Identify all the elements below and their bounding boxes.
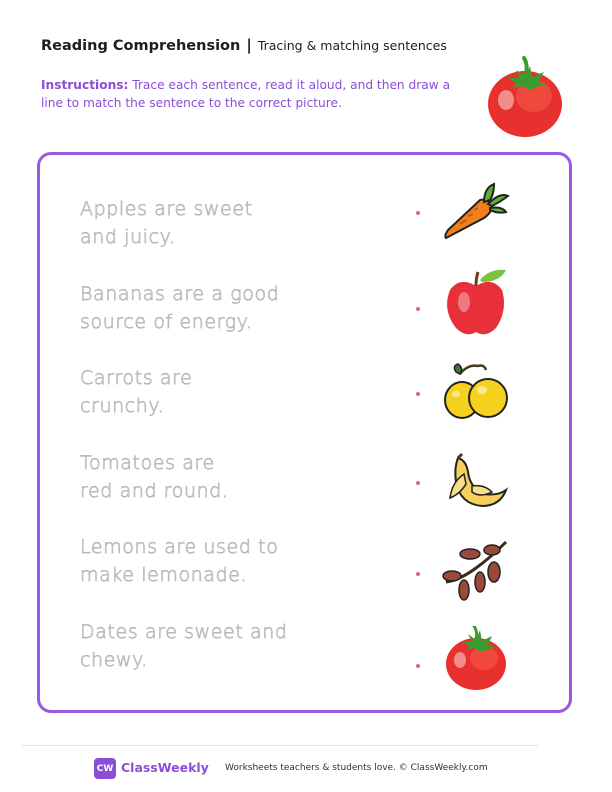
trace-line: Dates are sweet and xyxy=(80,621,288,643)
trace-sentence-3[interactable] xyxy=(80,364,380,420)
worksheet-title: Reading Comprehension xyxy=(41,38,241,54)
classweekly-logo: CW xyxy=(94,758,116,779)
banana-icon[interactable] xyxy=(444,452,510,512)
trace-line: Apples are sweet xyxy=(80,198,253,220)
trace-line: Lemons are used to xyxy=(80,536,279,558)
match-dot-6[interactable] xyxy=(416,664,420,668)
match-dot-5[interactable] xyxy=(416,572,420,576)
footer-divider xyxy=(22,745,538,746)
instructions-label: Instructions: xyxy=(41,78,129,92)
match-dot-2[interactable] xyxy=(416,307,420,311)
trace-sentence-2[interactable] xyxy=(80,280,380,336)
apple-icon[interactable] xyxy=(444,266,508,338)
match-dot-3[interactable] xyxy=(416,392,420,396)
footer-tagline: Worksheets teachers & students love. © ClassWeekly.com xyxy=(225,763,488,773)
match-dot-4[interactable] xyxy=(416,481,420,485)
trace-sentence-1[interactable] xyxy=(80,195,380,251)
worksheet-header xyxy=(41,36,447,54)
match-dot-1[interactable] xyxy=(416,211,420,215)
trace-line: chewy. xyxy=(80,649,148,671)
brand-name: ClassWeekly xyxy=(121,760,209,775)
trace-line: Bananas are a good xyxy=(80,283,280,305)
trace-line: crunchy. xyxy=(80,395,165,417)
title-divider: | xyxy=(246,36,252,54)
worksheet-subtitle: Tracing & matching sentences xyxy=(257,38,447,53)
trace-line: and juicy. xyxy=(80,226,176,248)
trace-line: Tomatoes are xyxy=(80,452,215,474)
trace-line: Carrots are xyxy=(80,367,193,389)
trace-sentence-4[interactable] xyxy=(80,449,380,505)
dates-icon[interactable] xyxy=(440,538,512,606)
instructions-text: Trace each sentence, read it aloud, and then draw a line to match the sentence to the correct picture. xyxy=(41,78,451,110)
trace-sentence-6[interactable] xyxy=(80,618,380,674)
tomato-icon[interactable] xyxy=(444,626,508,692)
trace-line: source of energy. xyxy=(80,311,253,333)
tomato-header-icon xyxy=(484,56,566,140)
carrot-icon[interactable] xyxy=(440,180,512,244)
trace-line: make lemonade. xyxy=(80,564,248,586)
trace-sentence-5[interactable] xyxy=(80,533,380,589)
instructions xyxy=(41,76,461,112)
trace-line: red and round. xyxy=(80,480,229,502)
lemons-icon[interactable] xyxy=(442,362,510,422)
